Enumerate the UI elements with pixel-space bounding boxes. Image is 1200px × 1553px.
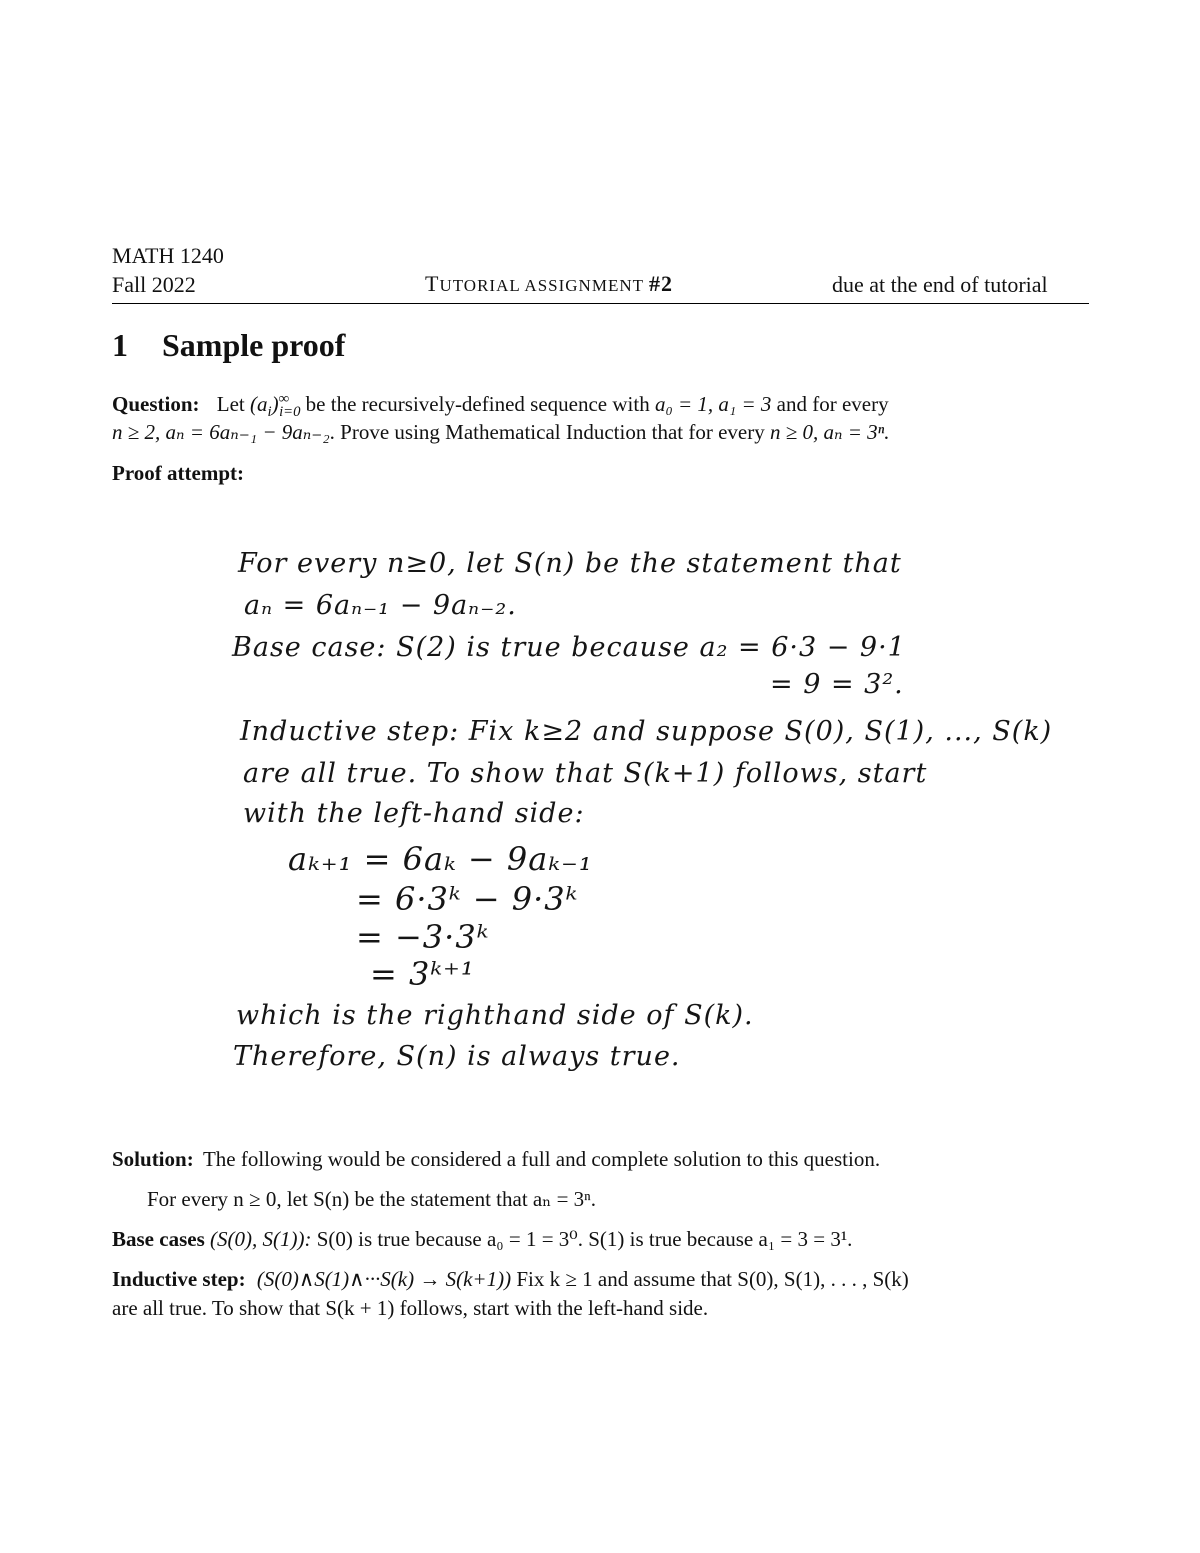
handwritten-line-9: = 6·3ᵏ − 9·3ᵏ <box>356 880 579 918</box>
solution-intro-line <box>112 1147 880 1172</box>
base-cases-line <box>112 1227 852 1252</box>
inductive-step-math: (S(0)∧S(1)∧···S(k) → S(k+1)) <box>256 1267 512 1291</box>
section-title: Sample proof <box>162 327 346 363</box>
proof-attempt-label: Proof attempt: <box>112 461 244 485</box>
solution-intro: The following would be considered a full and complete solution to this question. <box>202 1147 881 1171</box>
handwritten-line-12: which is the righthand side of S(k). <box>236 1000 754 1031</box>
title-initial: T <box>425 271 440 296</box>
base-cases-label: Base cases <box>112 1227 205 1251</box>
handwritten-line-4: = 9 = 3². <box>770 669 904 700</box>
handwritten-line-1: For every n≥0, let S(n) be the statement that <box>238 548 902 579</box>
sequence-math: $(a_i)^\infty_{i=0}$ <box>250 391 301 421</box>
question-label: Question: <box>112 392 200 416</box>
handwritten-line-8: aₖ₊₁ = 6aₖ − 9aₖ₋₁ <box>288 840 593 878</box>
handwritten-line-13: Therefore, S(n) is always true. <box>233 1041 681 1072</box>
section-number: 1 <box>112 327 128 363</box>
handwritten-line-6: are all true. To show that S(k+1) follows, start <box>243 758 928 789</box>
section-heading <box>112 327 345 364</box>
handwritten-line-7: with the left-hand side: <box>243 798 585 829</box>
inductive-step-label: Inductive step: <box>112 1267 246 1291</box>
base-cases-math: (S(0), S(1)): <box>210 1227 312 1251</box>
inductive-step-line <box>112 1267 909 1292</box>
inductive-step-line-2: are all true. To show that S(k + 1) follows, start with the left-hand side. <box>112 1296 709 1320</box>
question-text-d: . Prove using Mathematical Induction that for every <box>329 420 765 444</box>
handwritten-line-5: Inductive step: Fix k≥2 and suppose S(0), S(1), ..., S(k) <box>240 716 1053 747</box>
assignment-title <box>425 271 673 297</box>
question-line-1 <box>112 391 889 421</box>
question-line-2 <box>112 420 890 445</box>
inductive-step-text: Fix k ≥ 1 and assume that S(0), S(1), . . . , S(k) <box>516 1267 909 1291</box>
base-cases-text: S(0) is true because a₀ = 1 = 3⁰. S(1) is true because a₁ = 3 = 3¹. <box>316 1227 853 1251</box>
course-code: MATH 1240 <box>112 243 224 268</box>
claim-math: n ≥ 0, aₙ = 3ⁿ. <box>769 420 890 444</box>
handwritten-line-11: = 3ᵏ⁺¹ <box>370 955 475 993</box>
header-rule <box>112 303 1089 304</box>
initial-values-math: a₀ = 1, a₁ = 3 <box>654 392 772 416</box>
due-note: due at the end of tutorial <box>832 272 1048 297</box>
title-number: #2 <box>649 271 673 296</box>
recurrence-math: n ≥ 2, aₙ = 6aₙ₋₁ − 9aₙ₋₂ <box>112 420 330 444</box>
handwritten-line-10: = −3·3ᵏ <box>356 918 490 956</box>
question-text-a: Let <box>216 392 245 416</box>
handwritten-line-2: aₙ = 6aₙ₋₁ − 9aₙ₋₂. <box>244 590 517 621</box>
solution-label: Solution: <box>112 1147 194 1171</box>
title-rest: UTORIAL ASSIGNMENT <box>439 276 644 295</box>
solution-statement: For every n ≥ 0, let S(n) be the statement that aₙ = 3ⁿ. <box>147 1187 597 1211</box>
term: Fall 2022 <box>112 272 196 297</box>
question-text-c: and for every <box>776 392 889 416</box>
question-text-b: be the recursively-defined sequence with <box>305 392 650 416</box>
handwritten-line-3: Base case: S(2) is true because a₂ = 6·3 − 9·1 <box>232 632 906 663</box>
